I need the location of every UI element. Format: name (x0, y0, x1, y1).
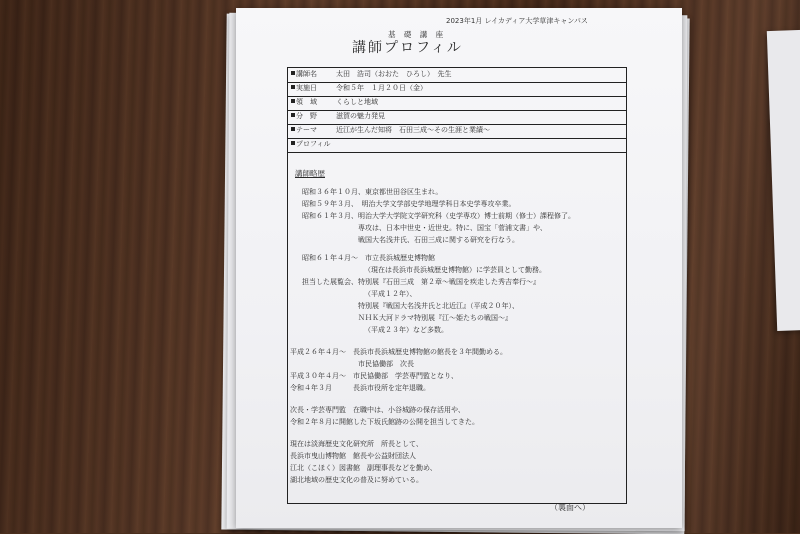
career-line: 次長・学芸専門監 在職中は、小谷城跡の保存活用や、 (290, 406, 465, 414)
bullet-icon (291, 71, 295, 75)
career-line: 長浜市曳山博物館 館長や公益財団法人 (290, 452, 416, 460)
bullet-icon (291, 141, 295, 145)
career-line: 令和４年３月 長浜市役所を定年退職。 (290, 384, 430, 392)
career-line: 専攻は、日本中世史・近世史。特に、国宝「菅浦文書」や、 (358, 224, 547, 232)
info-row-domain (288, 96, 626, 111)
info-row-field (288, 110, 626, 125)
career-line: 特別展『戦国大名浅井氏と北近江』（平成２０年）、 (358, 302, 519, 310)
career-line: 湖北地域の歴史文化の普及に努めている。 (290, 476, 423, 484)
document-title: 講師プロフィル (352, 40, 463, 56)
career-line: 昭和６１年４月～ 市立長浜城歴史博物館 (302, 254, 435, 262)
info-label: テーマ (296, 126, 317, 134)
career-line: 昭和３６年１０月、東京都世田谷区生まれ。 (302, 188, 443, 196)
info-row-lecturer (288, 68, 626, 83)
info-label: プロフィル (296, 140, 331, 148)
info-value: 太田 浩司（おおた ひろし） 先生 (336, 70, 452, 78)
bullet-icon (291, 113, 295, 117)
bullet-icon (291, 85, 295, 89)
profile-document (236, 8, 682, 528)
bullet-icon (291, 99, 295, 103)
career-line: 江北（こほく）図書館 副理事長などを勤め、 (290, 464, 437, 472)
info-value: くらしと地域 (336, 98, 378, 106)
info-value: 滋賀の魅力発見 (336, 112, 385, 120)
career-line: 現在は淡海歴史文化研究所 所長として、 (290, 440, 423, 448)
career-line: 担当した展覧会、特別展『石田三成 第２章～戦国を疾走した秀吉奉行～』 (302, 278, 540, 286)
course-label: 基 礎 講 座 (388, 30, 447, 39)
career-line: （現在は長浜市長浜城歴史博物館）に学芸員として勤務。 (364, 266, 546, 274)
career-line: 平成３０年４月～ 市民協働部 学芸専門監となり、 (290, 372, 458, 380)
info-value: 近江が生んだ知将 石田三成～その生涯と業績～ (336, 126, 490, 134)
info-row-profile (288, 138, 626, 153)
info-label: 分 野 (296, 112, 317, 120)
career-line: 市民協働部 次長 (358, 360, 414, 368)
career-line: （平成２３年）など多数。 (364, 326, 448, 334)
info-value: 令和５年 １月２０日（金） (336, 84, 427, 92)
career-line: 令和２年８月に開館した下坂氏館跡の公開を担当してきた。 (290, 418, 479, 426)
career-line: 昭和５９年３月、 明治大学文学部史学地理学科日本史学専攻卒業。 (302, 200, 516, 208)
career-line: 昭和６１年３月、明治大学大学院文学研究科（史学専攻）博士前期（修士）課程修了。 (302, 212, 575, 220)
document-header: 2023年1月 レイカディア大学草津キャンパス (446, 17, 588, 25)
career-heading: 講師略歴 (295, 169, 325, 178)
career-line: 平成２６年４月～ 長浜市長浜城歴史博物館の館長を３年間勤める。 (290, 348, 507, 356)
career-line: （平成１２年）、 (364, 290, 417, 298)
info-label: 講師名 (296, 70, 317, 78)
info-label: 領 域 (296, 98, 317, 106)
info-row-date (288, 82, 626, 97)
career-line: 戦国大名浅井氏、石田三成に関する研究を行なう。 (358, 236, 519, 244)
bullet-icon (291, 127, 295, 131)
career-line: ＮＨＫ大河ドラマ特別展『江～姫たちの戦国～』 (358, 314, 512, 322)
info-box (287, 67, 627, 504)
info-label: 実施日 (296, 84, 317, 92)
info-row-theme (288, 124, 626, 139)
continued-on-back-note: （裏面へ） (550, 503, 590, 512)
